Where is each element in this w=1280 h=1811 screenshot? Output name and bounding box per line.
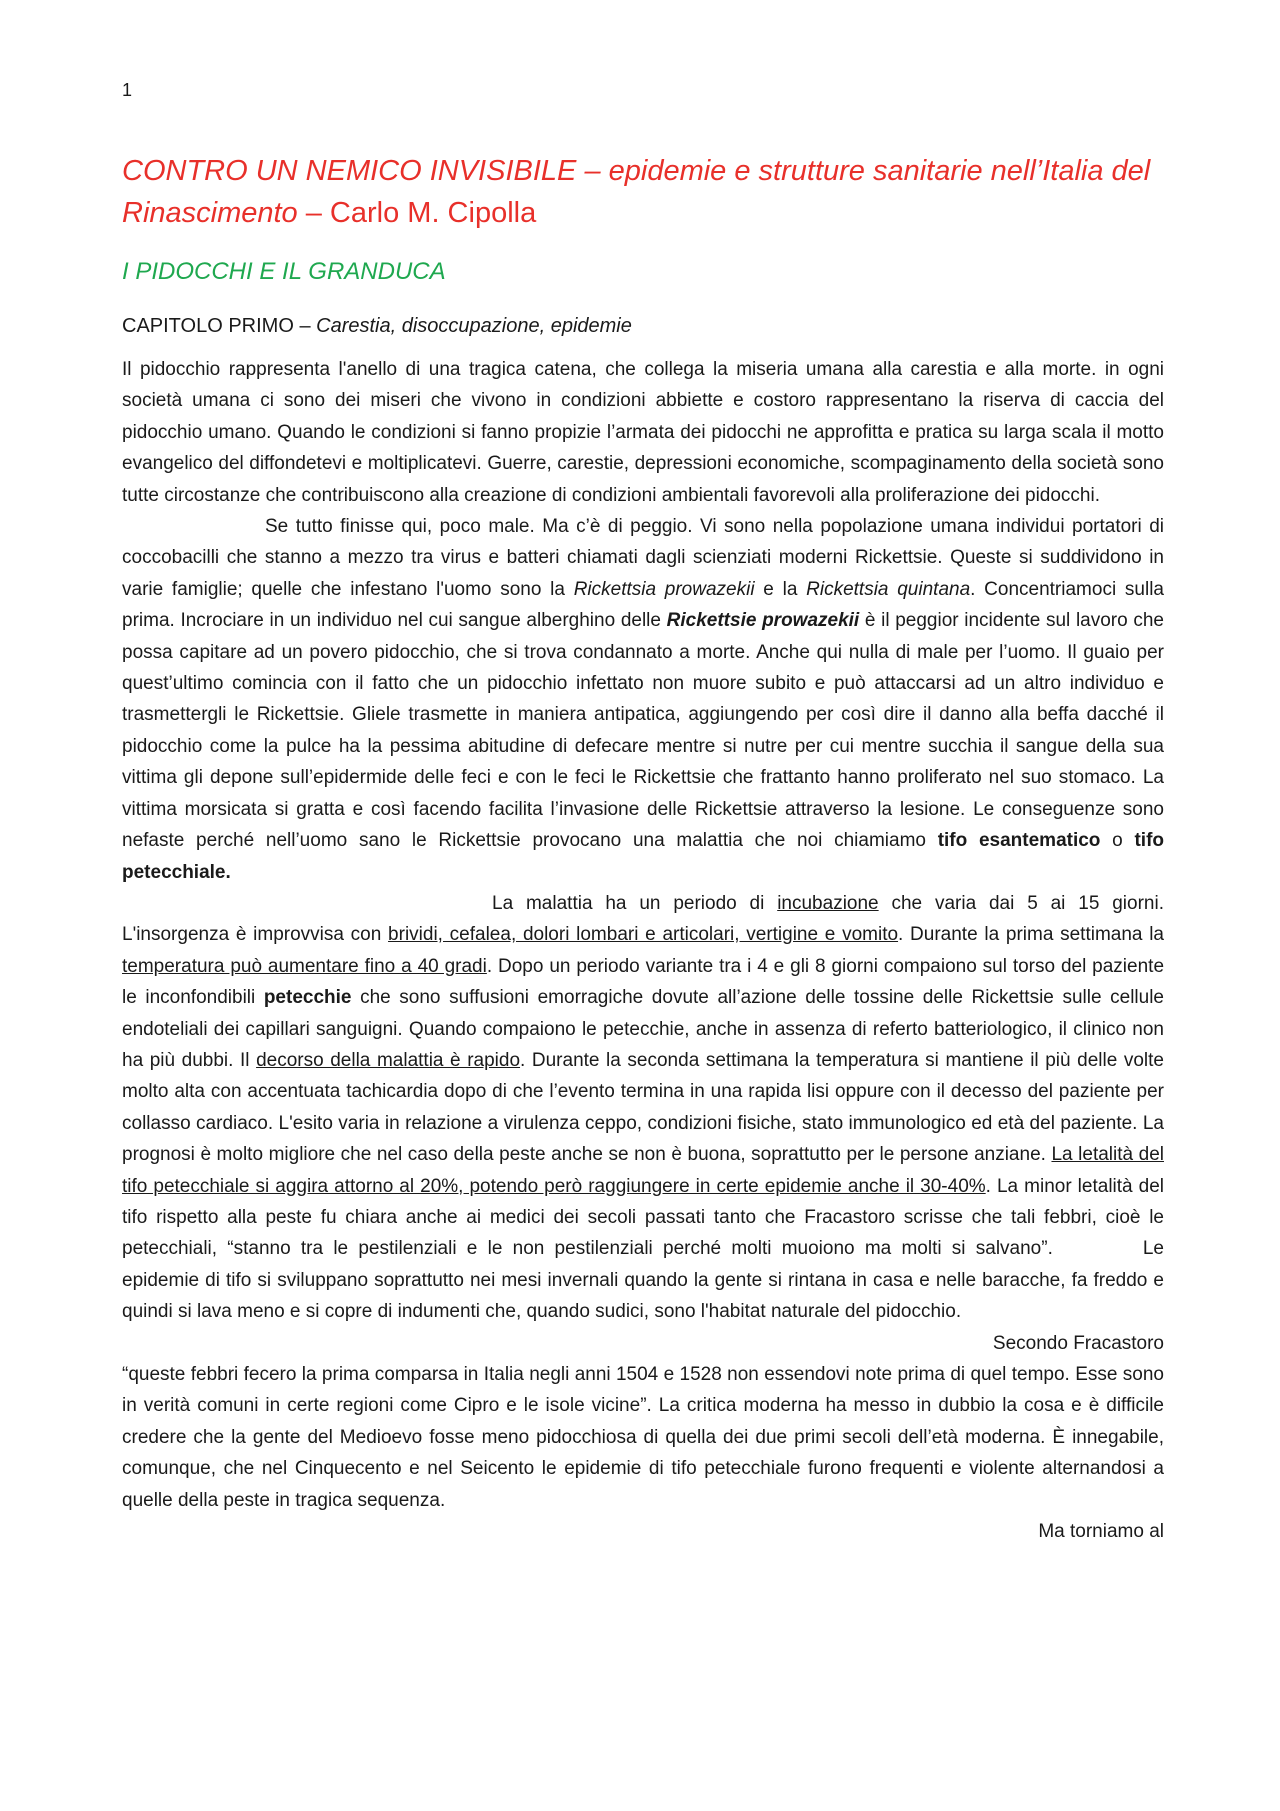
page-number: 1 [122, 80, 133, 100]
closing-line: Ma torniamo al [1038, 1521, 1164, 1543]
paragraph-2-text: è il peggior incidente sul lavoro che possa capitare ad un povero pidocchio, che si trova condannato a morte. Anche qui nulla di male per l’uomo. Il guaio per quest’ultimo comincia con il fatto che un pidocchio infettato non muore subito e può attaccarsi ad un altro individuo e trasmettergli le Rickettsie. Gliele trasmette in maniera antipatica, aggiungendo per così dire il danno alla beffa dacché il pidocchio come la pulce ha la pessima abitudine di defecare mentre si nutre per cui mentre succhia il sangue della sua vittima gli depone sull’epidermide delle feci e con le feci le Rickettsie che frattanto hanno proliferato nel suo stomaco. La vittima morsicata si gratta e così facendo facilita l’invasione delle Rickettsie attraverso la lesione. Le conseguenze sono nefaste perché nell’uomo sano le Rickettsie provocano una malattia che noi chiamiamo [122, 610, 1164, 852]
chapter-heading [122, 312, 1164, 340]
temperature-underlined: temperatura può aumentare fino a 40 gradi [122, 955, 487, 977]
petecchie-term: petecchie [263, 987, 352, 1009]
paragraph-2-text: o [1100, 830, 1135, 852]
paragraph-3-text: . Durante la seconda settimana la temperatura si mantiene il più delle volte molto alta con accentuata tachicardia dopo di che l’evento termina in una rapida lisi oppure con il decesso del paziente per collasso cardiaco. L'esito varia in relazione a virulenza ceppo, condizioni fisiche, stato immunologico ed età del paziente. La prognosi è molto migliore che nel caso della peste anche se non è buona, soprattutto per le persone anziane. [122, 1049, 1165, 1166]
paragraph-2-text: e la [754, 578, 807, 600]
document-title [122, 150, 1164, 234]
section-heading: I PIDOCCHI E IL GRANDUCA [122, 258, 446, 285]
paragraph-4: “queste febbri fecero la prima comparsa in Italia negli anni 1504 e 1528 non essendovi note prima di quel tempo. Esse sono in verità comuni in certe regioni come Cipro e le isole vicine”. La critica moderna ha messo in dubbio la cosa e è difficile credere che la gente del Medioevo fosse meno pidocchiosa di quella dei due primi secoli dell’età moderna. È innegabile, comunque, che nel Cinquecento e nel Seicento le epidemie di tifo petecchiale furono frequenti e violente alternandosi a quelle della peste in tragica sequenza. [122, 1364, 1164, 1511]
rickettsie-prowazekii-term: Rickettsie prowazekii [666, 610, 860, 632]
title-author: – Carlo M. Cipolla [297, 197, 537, 229]
chapter-subtitle: Carestia, disoccupazione, epidemie [316, 315, 632, 337]
paragraph-3-text: che varia dai 5 ai 15 giorni. L'insorgenza è improvvisa con [122, 892, 1164, 946]
paragraph-3-text: . Dopo un periodo variante tra i 4 e gli 8 giorni compaiono sul torso del paziente le inconfondibili [122, 955, 1165, 1009]
paragraph-3-text: Le epidemie di tifo si sviluppano soprattutto nei mesi invernali quando la gente si rintana in casa e nelle baracche, fa freddo e quindi si lava meno e si copre di indumenti che, quando sudici, sono l'habitat naturale del pidocchio. [122, 1238, 1164, 1323]
paragraph-3-text: La malattia ha un periodo di [492, 892, 778, 914]
decorso-underlined: decorso della malattia è rapido [256, 1049, 521, 1071]
paragraph-3-text: . La minor letalità del tifo rispetto alla peste fu chiara anche ai medici dei secoli passati tanto che Fracastoro scrisse che tali febbri, cioè le petecchiali, “stanno tra le pestilenziali e le non pestilenziali perché molti muoiono ma molti si salvano”. [122, 1175, 1164, 1260]
symptoms-underlined: brividi, cefalea, dolori lombari e articolari, vertigine e vomito [388, 924, 899, 946]
incubazione-term: incubazione [777, 892, 879, 914]
tifo-petecchiale-term: tifo petecchiale. [122, 830, 1165, 883]
letalita-underlined: La letalità del tifo petecchiale si aggira attorno al 20%, potendo però raggiungere in certe epidemie anche il 30-40% [122, 1144, 1164, 1197]
paragraph-1: Il pidocchio rappresenta l'anello di una tragica catena, che collega la miseria umana alla carestia e alla morte. in ogni società umana ci sono dei miseri che vivono in condizioni abbiette e costoro rappresentano la riserva di caccia del pidocchio umano. Quando le condizioni si fanno propizie l’armata dei pidocchi ne approfitta e pratica su larga scala il motto evangelico del diffondetevi e moltiplicatevi. Guerre, carestie, depressioni economiche, scompaginamento della società sono tutte circostanze che contribuiscono alla creazione di condizioni ambientali favorevoli alla proliferazione dei pidocchi. [122, 359, 1164, 506]
paragraph-2-text: Se tutto finisse qui, poco male. Ma c’è di peggio. Vi sono nella popolazione umana individui portatori di coccobacilli che stanno a mezzo tra virus e batteri chiamati dagli scienziati moderni Rickettsie. Queste si suddividono in varie famiglie; quelle che infestano l'uomo sono la [122, 516, 1164, 600]
chapter-label: CAPITOLO PRIMO – [122, 315, 317, 337]
rickettsia-prowazekii-term: Rickettsia prowazekii [573, 578, 755, 600]
body-text [122, 354, 1164, 1547]
rickettsia-quintana-term: Rickettsia quintana [806, 578, 971, 600]
tifo-esantematico-term: tifo esantematico [937, 830, 1101, 852]
paragraph-2-text: . Concentriamoci sulla prima. Incrociare in un individuo nel cui sangue alberghino delle [122, 578, 1164, 632]
paragraph-3-text: . Durante la prima settimana la [898, 924, 1164, 946]
title-main: CONTRO UN NEMICO INVISIBILE – epidemie e strutture sanitarie nell’Italia del Rinascimento [122, 155, 1151, 229]
paragraph-3-text: che sono suffusioni emorragiche dovute all’azione delle tossine delle Rickettsie sulle cellule endoteliali dei capillari sanguigni. Quando compaiono le petecchie, anche in assenza di referto batteriologico, il clinico non ha più dubbi. Il [122, 987, 1164, 1071]
secondo-fracastoro-line: Secondo Fracastoro [992, 1332, 1164, 1354]
